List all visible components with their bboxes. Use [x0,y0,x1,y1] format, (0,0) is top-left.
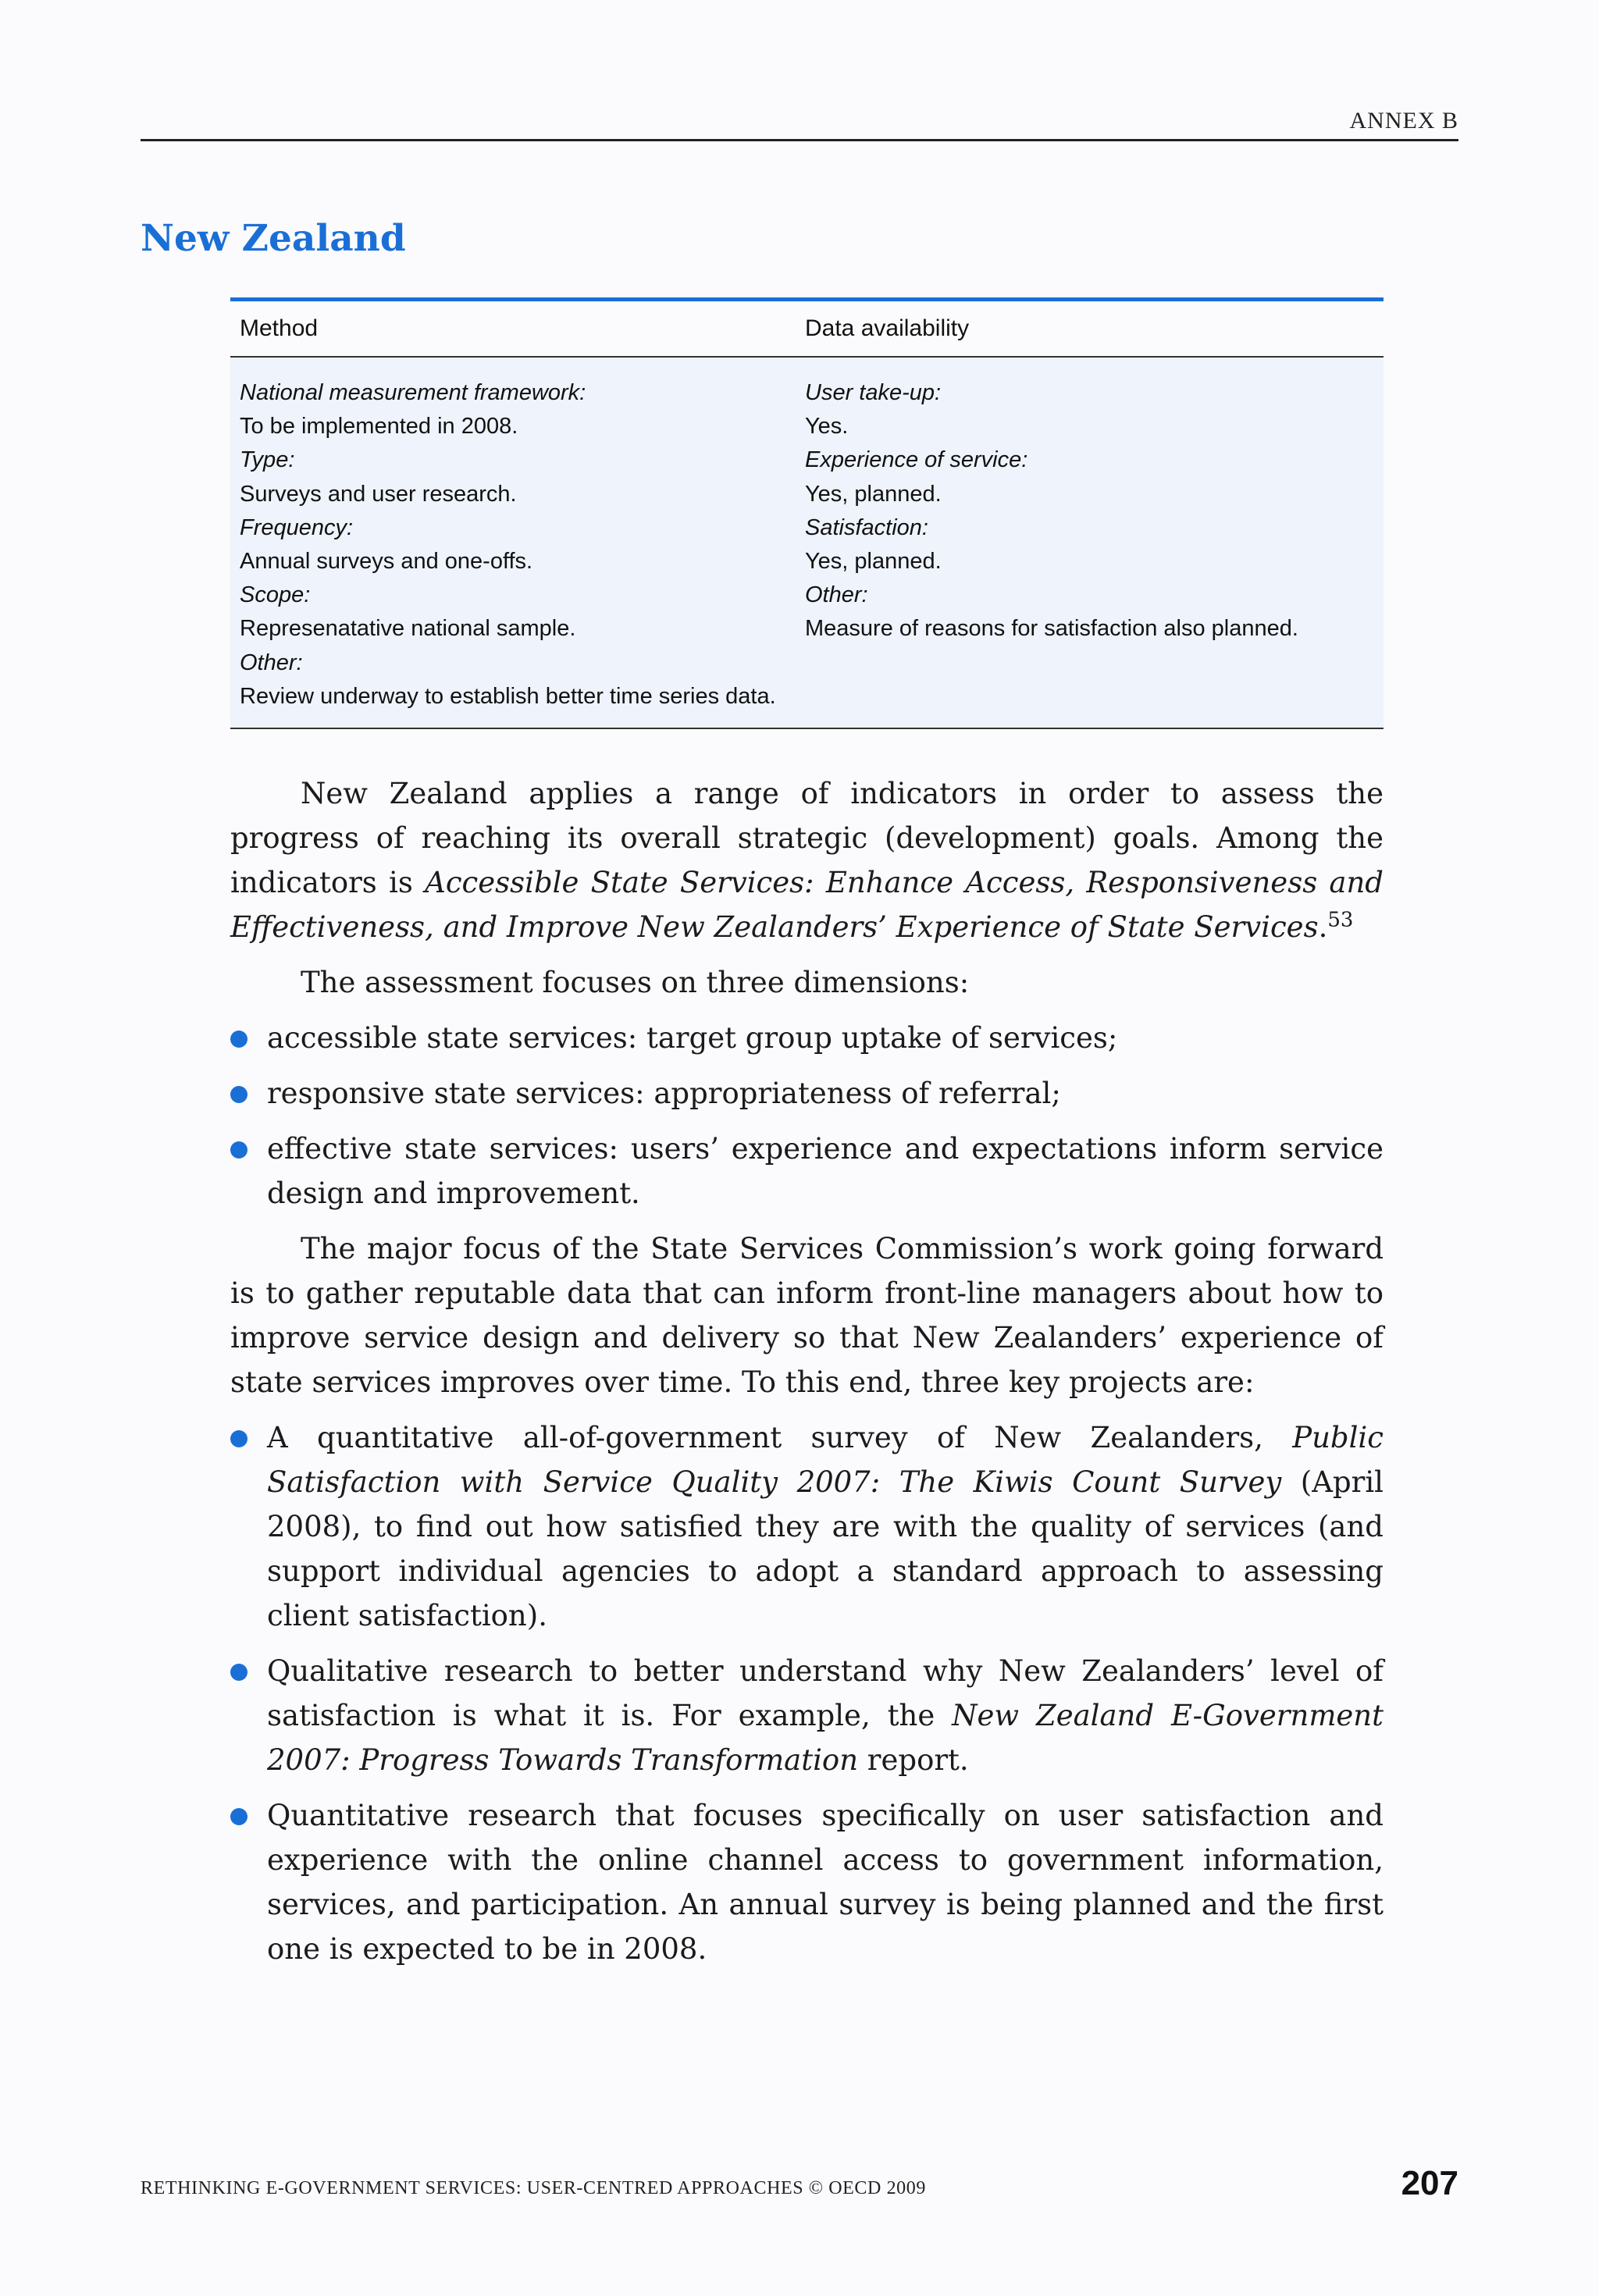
list-item-text: responsive state services: appropriateness of referral; [267,1077,1061,1110]
table-line: Other: [805,582,868,608]
page-number: 207 [1401,2164,1458,2202]
table-line: Yes. [805,414,849,440]
table-line: Frequency: [240,514,354,540]
list-item [230,1071,1384,1116]
body-text [230,771,1384,1982]
paragraph-1-end: . [1318,910,1328,944]
table-line: User take-up: [805,380,942,405]
bullet-icon [230,1808,248,1825]
paragraph-1-italic: Accessible State Services: Enhance Access, Responsiveness and Effectiveness, and Improve New Zealanders’ Experience of State Services [230,866,1384,944]
paragraph-1 [230,771,1384,949]
table-line: Review underway to establish better time series data. [240,683,776,709]
list-item-text: (April 2008), to find out how satisfied they are with the quality of services (and support individual agencies to adopt a standard approach to assessing client satisfaction). [267,1465,1384,1632]
paragraph-1-text: New Zealand applies a range of indicators in order to assess the progress of reaching its overall strategic (development) goals. Among the indicators is [230,777,1384,899]
table-line: Yes, planned. [805,549,942,575]
list-item-text: effective state services: users’ experience and expectations inform service design and improvement. [267,1132,1384,1210]
list-item-text: report. [858,1743,969,1777]
list-item-text: accessible state services: target group uptake of services; [267,1021,1118,1055]
paragraph-2: The assessment focuses on three dimensions: [301,966,970,999]
bullet-icon [230,1031,248,1048]
table-header-data-availability: Data availability [805,315,970,341]
bullet-icon [230,1430,248,1447]
table-line: National measurement framework: [240,380,586,405]
bullet-icon [230,1086,248,1103]
table-line: Scope: [240,582,311,608]
table-line: Other: [240,650,303,675]
list-item-text: Quantitative research that focuses specifically on user satisfaction and experience with the online channel access to government information, services, and participation. An annual survey is being planned and the first one is expected to be in 2008. [267,1799,1384,1966]
table-cell-method [230,376,796,714]
list-item-text: A quantitative all-of-government survey of New Zealanders, [267,1421,1293,1454]
list-item [230,1415,1384,1638]
method-table [230,297,1384,729]
list-item-italic: New Zealand E-Government 2007: Progress Towards Transformation [267,1699,1384,1777]
list-item [230,1016,1384,1060]
list-item [230,1649,1384,1782]
list-item-italic: Public Satisfaction with Service Quality 2007: The Kiwis Count Survey [267,1421,1384,1499]
table-line: To be implemented in 2008. [240,414,518,440]
paragraph-3: The major focus of the State Services Commission’s work going forward is to gather reputable data that can inform front-line managers about how to improve service design and delivery so that New Zealanders’ experience of state services improves over time. To this end, three key projects are: [230,1232,1384,1399]
table-line: Yes, planned. [805,481,942,507]
table-header-method: Method [240,315,319,341]
table-cell-data-availability [796,376,1384,714]
section-title: New Zealand [141,217,406,260]
table-line: Experience of service: [805,447,1028,473]
table-line: Surveys and user research. [240,481,517,507]
running-head: ANNEX B [1349,108,1458,133]
footer-publication: RETHINKING E-GOVERNMENT SERVICES: USER-CENTRED APPROACHES © OECD 2009 [141,2178,926,2198]
header-rule [141,139,1458,141]
list-item [230,1793,1384,1971]
table-header-row [230,301,1384,358]
bullet-icon [230,1141,248,1159]
table-line: Annual surveys and one-offs. [240,549,533,575]
table-body-row [230,358,1384,729]
list-item-text: Qualitative research to better understand why New Zealanders’ level of satisfaction is what it is. For example, the [267,1654,1384,1732]
table-line: Measure of reasons for satisfaction also planned. [805,616,1298,642]
table-line: Represenatative national sample. [240,616,576,642]
footnote-ref: 53 [1327,908,1354,932]
projects-list [230,1415,1384,1971]
table-line: Satisfaction: [805,514,928,540]
list-item [230,1127,1384,1216]
dimensions-list [230,1016,1384,1216]
table-line: Type: [240,447,295,473]
bullet-icon [230,1664,248,1681]
